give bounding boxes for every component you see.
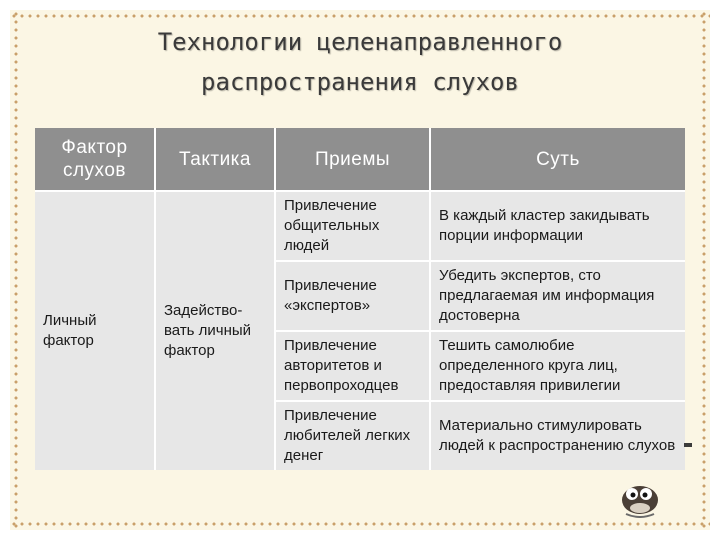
dotted-border-bottom <box>10 522 710 526</box>
essence-cell: Тешить самолюбие определенного круга лиц, предоставляя привилегии <box>430 331 685 401</box>
header-factor: Фактор слухов <box>35 128 155 191</box>
title-line-2: распространения слухов <box>201 68 519 96</box>
essence-cell: В каждый кластер закидывать порции информации <box>430 191 685 261</box>
tactic-cell: Задейство-вать личный фактор <box>155 191 275 470</box>
technique-cell: Привлечение авторитетов и первопроходцев <box>275 331 430 401</box>
factor-cell: Личный фактор <box>35 191 155 470</box>
header-essence: Суть <box>430 128 685 191</box>
cartoon-character-icon <box>612 478 668 518</box>
header-techniques: Приемы <box>275 128 430 191</box>
essence-cell: Материально стимулировать людей к распространению слухов <box>430 401 685 470</box>
technique-cell: Привлечение «экспертов» <box>275 261 430 331</box>
title-line-1: Технологии целенаправленного <box>157 28 563 56</box>
rumor-technology-table <box>35 128 685 470</box>
technique-cell: Привлечение общительных людей <box>275 191 430 261</box>
decorative-dash <box>684 443 692 447</box>
table-row <box>35 191 685 261</box>
slide-title <box>0 22 720 102</box>
essence-cell: Убедить экспертов, сто предлагаемая им информация достоверна <box>430 261 685 331</box>
dotted-border-top <box>10 14 710 18</box>
table-header-row <box>35 128 685 191</box>
header-tactic: Тактика <box>155 128 275 191</box>
technique-cell: Привлечение любителей легких денег <box>275 401 430 470</box>
